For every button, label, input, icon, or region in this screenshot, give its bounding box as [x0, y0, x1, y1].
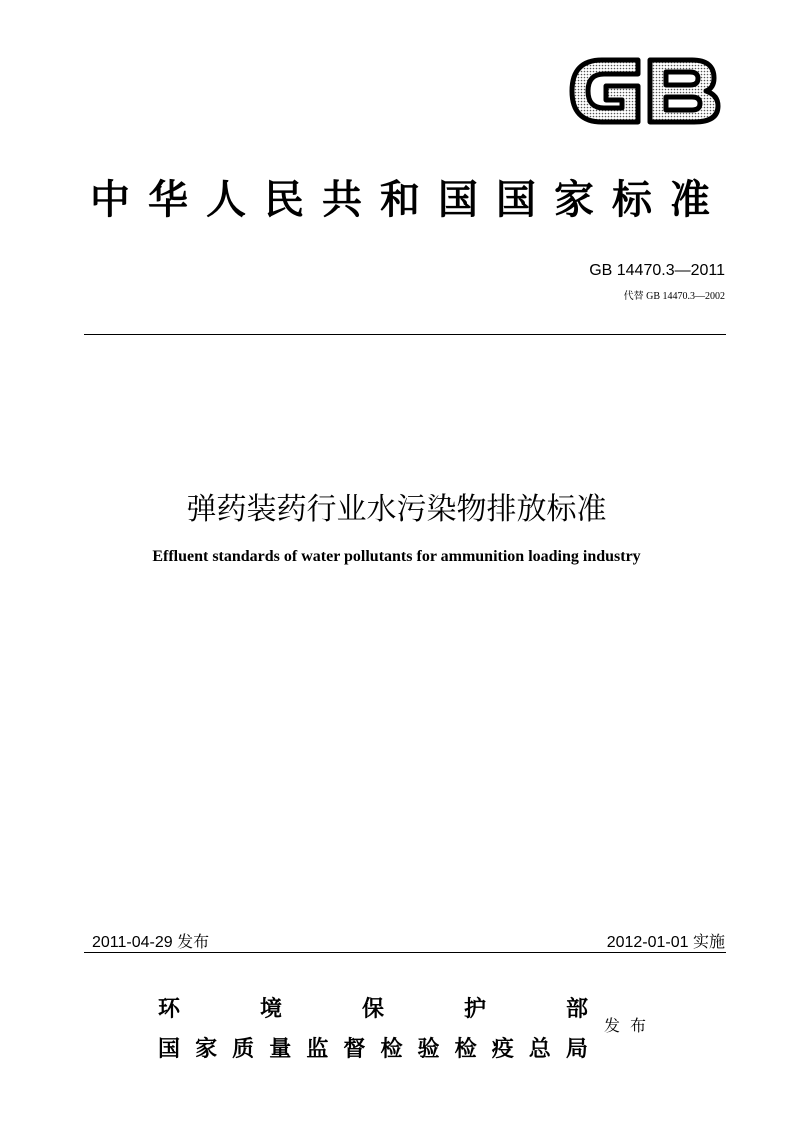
document-title-english: Effluent standards of water pollutants for ammunition loading industry: [152, 548, 641, 565]
title-char: 人: [206, 176, 246, 223]
issuer-char: 质: [232, 1037, 255, 1062]
title-char: 中: [90, 176, 130, 223]
gb-logo: [568, 52, 722, 130]
issuer-char: 国: [158, 1037, 181, 1062]
issuer-char: 局: [565, 1037, 588, 1062]
title-char: 国: [496, 176, 536, 223]
issuer-char: 环: [158, 997, 181, 1022]
issuer-char: 部: [565, 997, 588, 1022]
issuer-ministry: [158, 992, 588, 1023]
title-char: 和: [380, 176, 420, 223]
issuer-char: 检: [380, 1037, 403, 1062]
issuer-char: 家: [195, 1037, 218, 1062]
issuer-char: 总: [528, 1037, 551, 1062]
bottom-divider: [84, 952, 726, 953]
title-char: 家: [554, 176, 594, 223]
issuer-char: 疫: [491, 1037, 514, 1062]
replaces-standard: 代替 GB 14470.3—2002: [623, 291, 725, 302]
issue-date: 2011-04-29 发布: [92, 934, 210, 951]
issuer-administration: [158, 1032, 588, 1063]
issuer-char: 检: [454, 1037, 477, 1062]
standard-number: GB 14470.3—2011: [589, 262, 725, 279]
national-standard-title: [60, 168, 740, 224]
issuer-char: 境: [259, 997, 282, 1022]
title-char: 国: [438, 176, 478, 223]
issuer-char: 验: [417, 1037, 440, 1062]
implementation-date: 2012-01-01 实施: [606, 934, 725, 951]
issuer-char: 保: [361, 997, 384, 1022]
title-char: 准: [670, 176, 710, 223]
title-char: 标: [612, 176, 652, 223]
issuer-char: 督: [343, 1037, 366, 1062]
top-divider: [84, 334, 726, 335]
document-title-chinese: 弹药装药行业水污染物排放标准: [186, 492, 607, 527]
title-char: 共: [322, 176, 362, 223]
issuer-char: 量: [269, 1037, 292, 1062]
issuer-char: 护: [463, 997, 486, 1022]
issued-by-label: 发布: [604, 1016, 657, 1035]
title-char: 华: [148, 176, 188, 223]
issuer-char: 监: [306, 1037, 329, 1062]
title-char: 民: [264, 176, 304, 223]
